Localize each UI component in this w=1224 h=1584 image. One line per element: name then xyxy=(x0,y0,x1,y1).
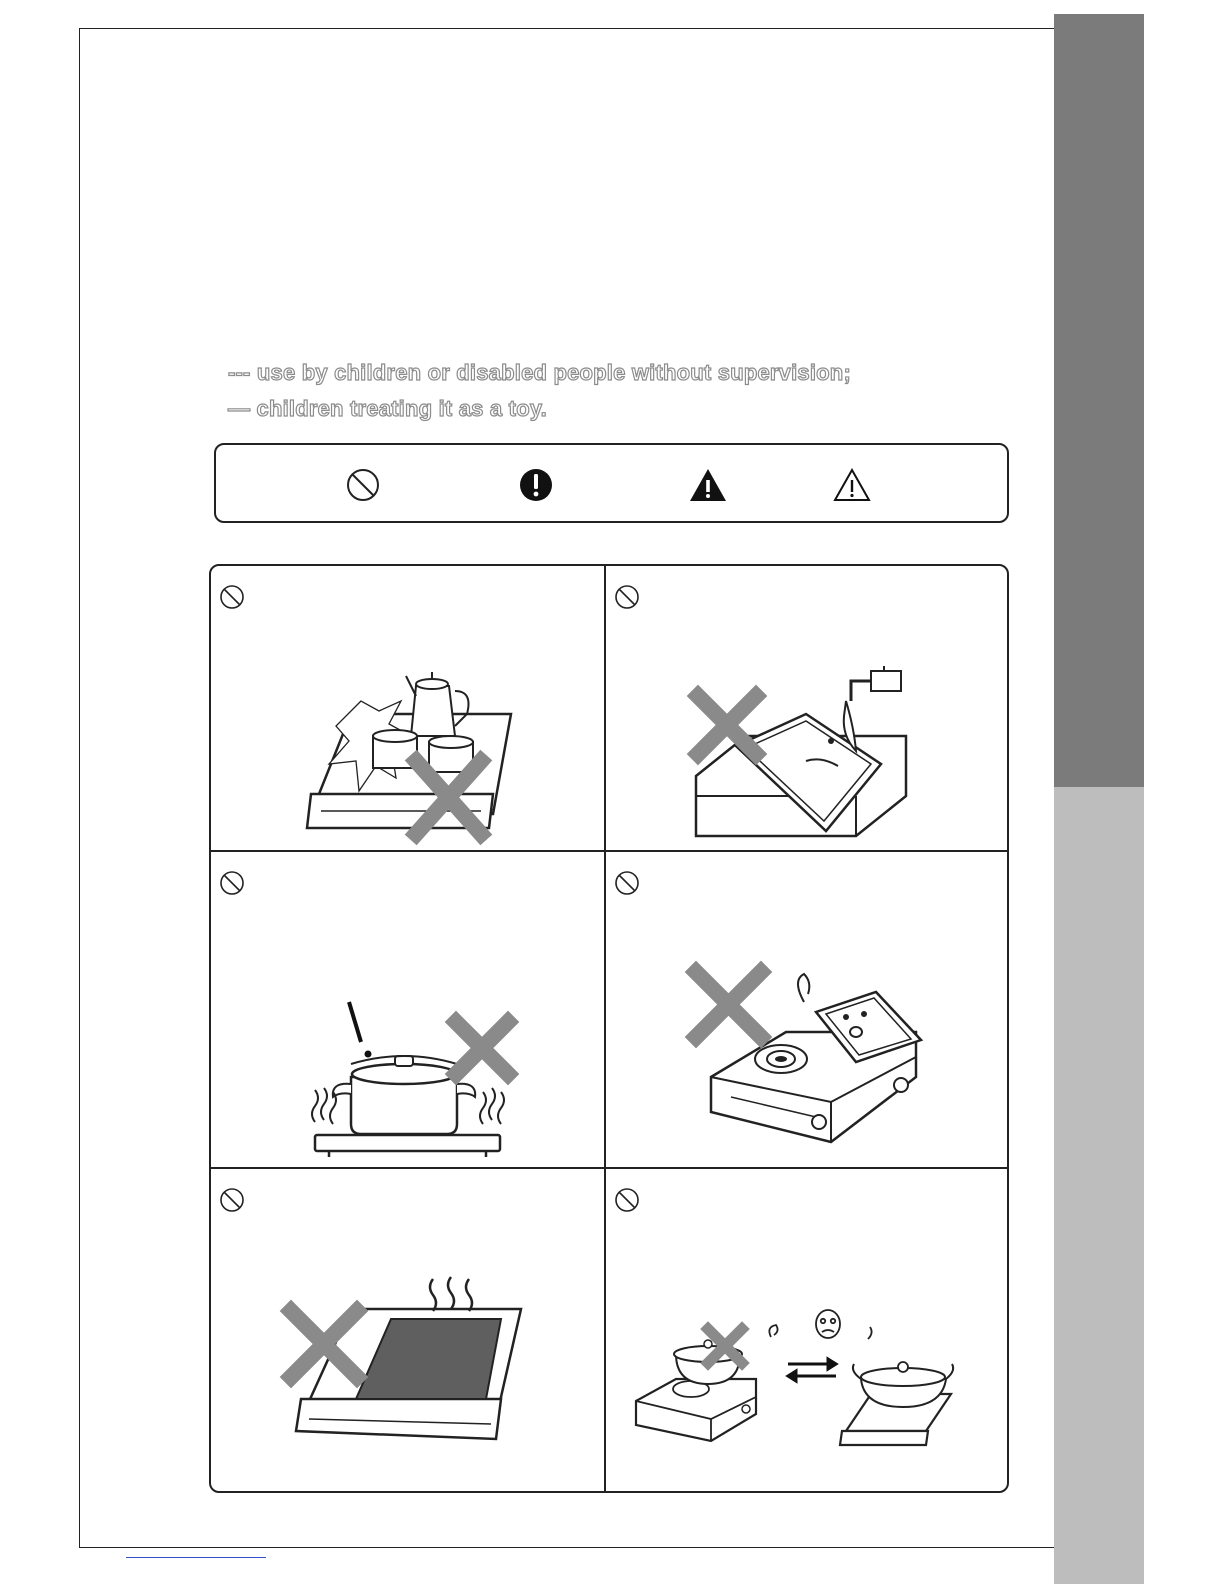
illustration-grid xyxy=(209,564,1009,1493)
hob-on-gas-stove-illustration xyxy=(606,852,1007,1169)
metal-sheet-on-hob-illustration xyxy=(211,1169,606,1491)
side-tab-dark xyxy=(1054,14,1144,787)
mandatory-exclamation-icon xyxy=(516,465,556,505)
empty-pot-illustration xyxy=(211,852,606,1169)
hob-with-cookware-illustration xyxy=(211,566,606,852)
panel-metal-sheet-on-hob xyxy=(211,1169,606,1491)
warning-filled-icon xyxy=(688,465,728,505)
warning-line-toy: — children treating it as a toy. xyxy=(228,396,547,421)
panel-empty-pot-heating xyxy=(211,852,606,1169)
cross-mark xyxy=(698,696,756,754)
warning-line-supervision: --- use by children or disabled people without supervision; xyxy=(228,360,851,385)
panel-swapping-pans xyxy=(606,1169,1007,1491)
washing-hob-illustration xyxy=(606,566,1007,852)
cross-mark xyxy=(696,972,761,1037)
symbol-legend xyxy=(214,443,1009,523)
side-tab-light xyxy=(1054,787,1144,1584)
prohibit-icon xyxy=(343,465,383,505)
footer-link-underline xyxy=(126,1557,266,1558)
panel-cookware-on-hob xyxy=(211,566,606,852)
caution-outline-icon xyxy=(832,465,872,505)
panel-washing-under-tap xyxy=(606,566,1007,852)
panel-hob-on-gas-stove xyxy=(606,852,1007,1169)
swapping-pans-illustration xyxy=(606,1169,1007,1491)
cross-mark xyxy=(456,1022,508,1074)
